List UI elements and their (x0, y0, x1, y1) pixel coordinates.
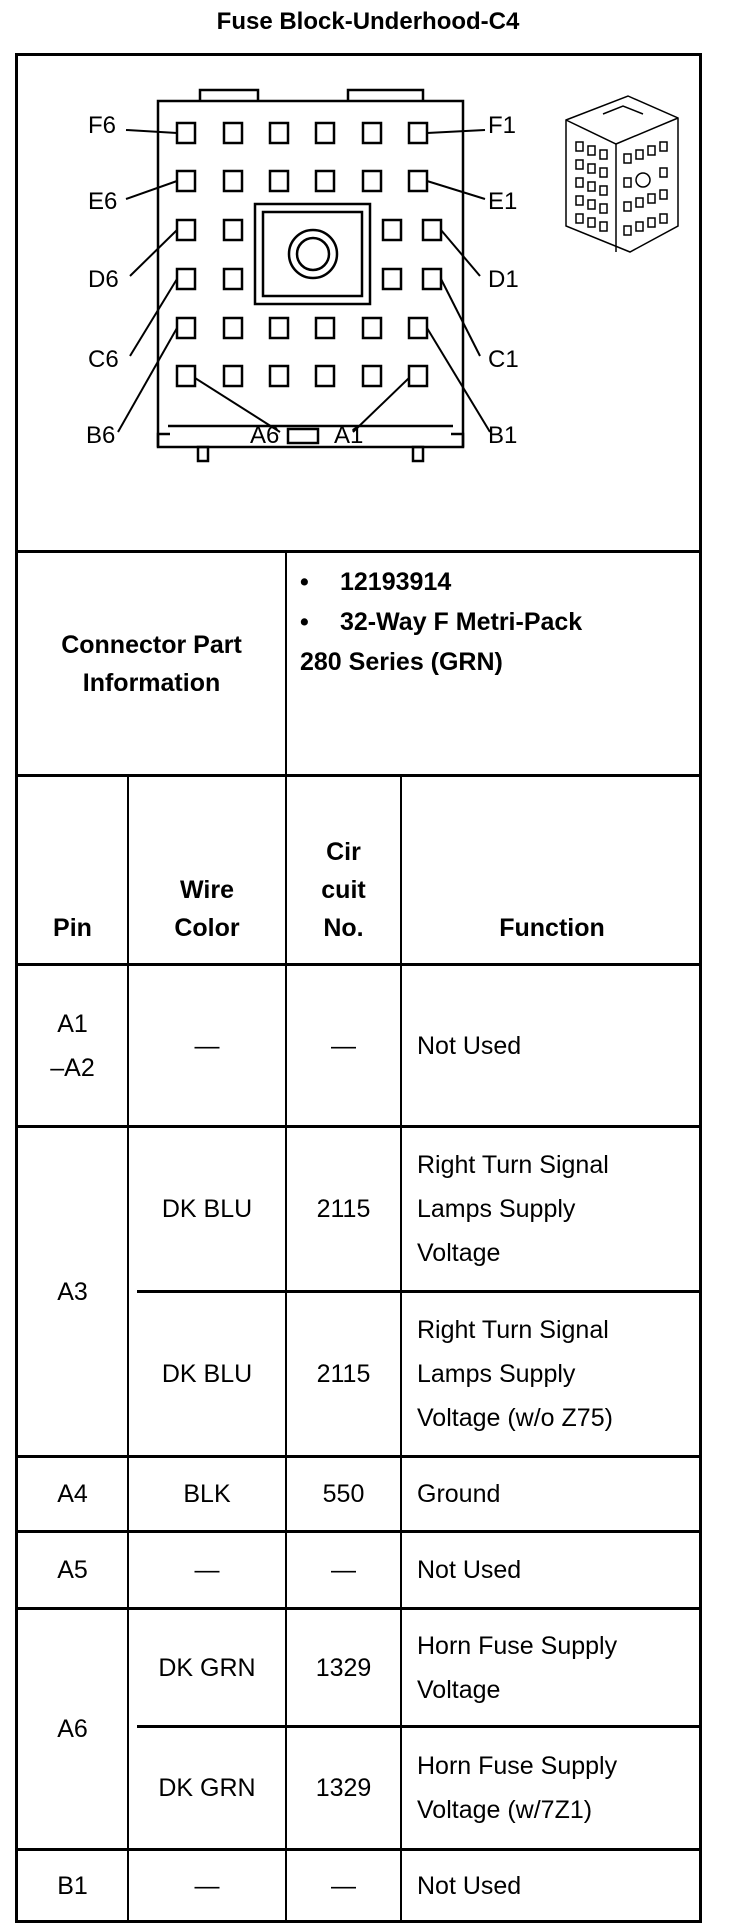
wire-color-cell: DK GRN (158, 1774, 256, 1802)
pin-label-e1: E1 (488, 188, 518, 215)
function-cell: Right Turn Signal Lamps Supply Voltage (417, 1151, 609, 1267)
function-cell: Right Turn Signal Lamps Supply Voltage (w/o Z75) (417, 1316, 613, 1432)
wire-color-cell: BLK (183, 1480, 231, 1508)
pin-label-b6: B6 (86, 422, 116, 449)
connector-info-values (300, 562, 582, 682)
connector-type: • 32-Way F Metri-Pack (300, 608, 583, 636)
connector-diagram (18, 56, 699, 550)
circuit-cell: 550 (322, 1480, 365, 1508)
pin-label-b1: B1 (488, 422, 518, 449)
page-title: Fuse Block-Underhood-C4 (216, 8, 520, 35)
table-row-a4-pin: A4 (57, 1480, 88, 1508)
table-row-a3-pin: A3 (57, 1277, 88, 1306)
pin-label-f1: F1 (488, 112, 517, 139)
wire-color-cell: DK GRN (158, 1653, 256, 1682)
header-function: Function (499, 914, 605, 942)
pin-label-c6: C6 (88, 346, 119, 373)
connector-info-label-line2: Information (82, 668, 221, 697)
function-cell: Horn Fuse Supply Voltage (417, 1631, 618, 1704)
pin-label-c1: C1 (488, 346, 519, 373)
pin-label-d6: D6 (88, 266, 119, 293)
wire-color-cell: — (194, 1031, 220, 1060)
connector-series: 280 Series (GRN) (300, 648, 503, 676)
connector-info-label-line1: Connector Part (61, 630, 242, 659)
connector-part-number: • 12193914 (300, 568, 452, 596)
circuit-cell: — (331, 1031, 356, 1060)
pin-label-f6: F6 (88, 112, 117, 139)
wire-color-cell: — (194, 1872, 220, 1900)
circuit-cell: — (331, 1556, 356, 1584)
wire-color-cell: — (194, 1556, 220, 1584)
circuit-cell: 2115 (316, 1195, 371, 1223)
table-row-b1-pin: B1 (57, 1872, 88, 1900)
pin-label-a1: A1 (334, 422, 364, 449)
connector-drawing (18, 56, 699, 550)
header-circuit-no: Cir cuit No. (321, 838, 366, 942)
function-cell: Ground (417, 1480, 501, 1508)
function-cell: Not Used (417, 1872, 522, 1900)
table-row-a1-a2: A1 –A2 (50, 1009, 95, 1082)
table-row-a6-pin: A6 (57, 1715, 88, 1743)
divider-info-col (285, 552, 287, 776)
header-wire-color: Wire Color (174, 876, 240, 942)
circuit-cell: — (331, 1872, 356, 1900)
header-pin: Pin (53, 914, 92, 942)
function-cell: Not Used (417, 1031, 522, 1060)
wire-color-cell: DK BLU (161, 1360, 253, 1388)
circuit-cell: 1329 (315, 1774, 372, 1802)
circuit-cell: 1329 (315, 1653, 372, 1682)
wire-color-cell: DK BLU (161, 1195, 253, 1223)
pin-label-a6: A6 (250, 422, 280, 449)
function-cell: Horn Fuse Supply Voltage (w/7Z1) (417, 1752, 618, 1824)
function-cell: Not Used (417, 1556, 522, 1584)
pin-label-e6: E6 (88, 188, 118, 215)
connector-info-label (18, 553, 285, 774)
pin-label-d1: D1 (488, 266, 519, 293)
circuit-cell: 2115 (316, 1360, 371, 1388)
table-row-a5-pin: A5 (57, 1556, 88, 1584)
